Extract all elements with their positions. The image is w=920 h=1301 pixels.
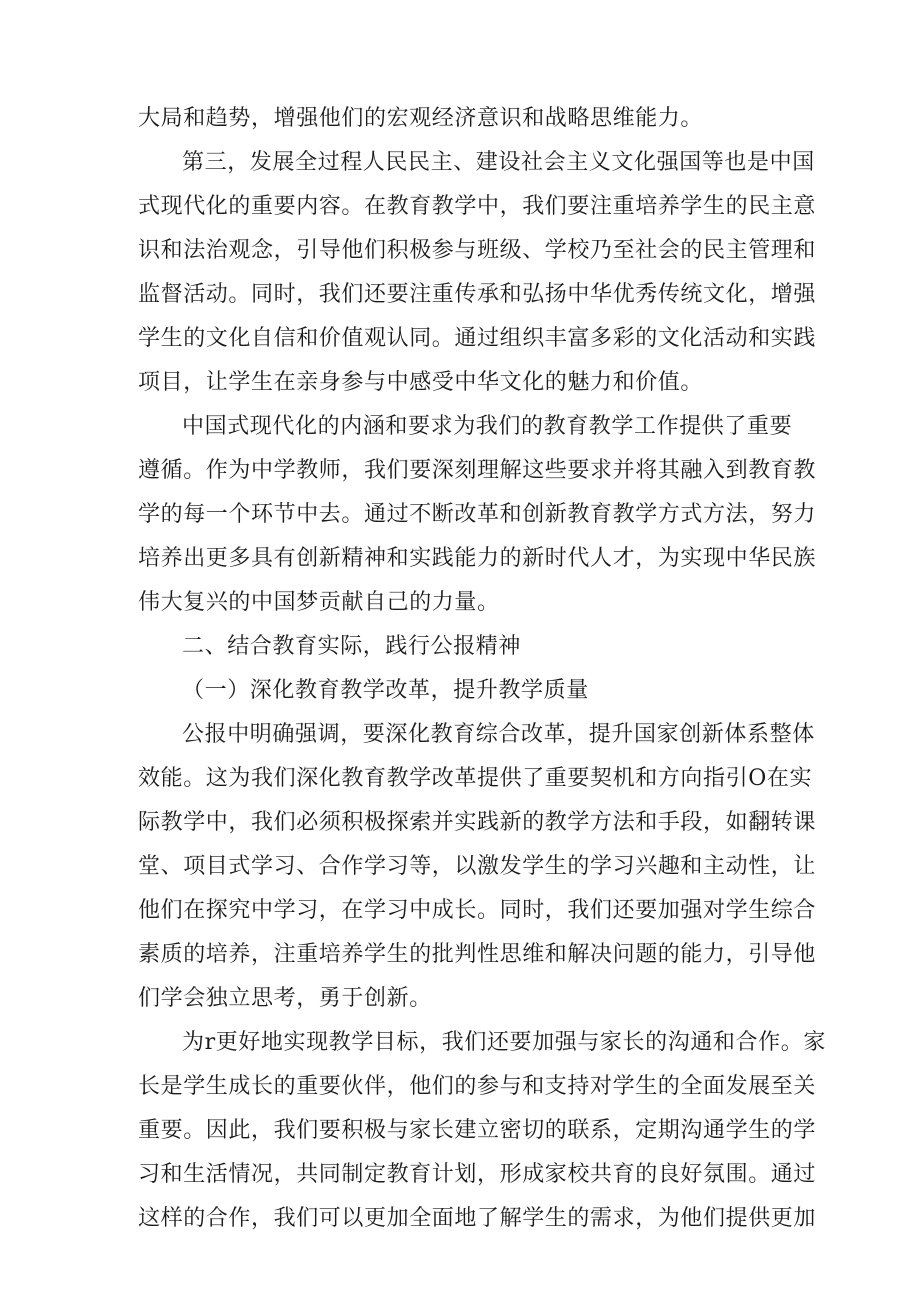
text-line: 公报中明确强调，要深化教育综合改革，提升国家创新体系整体 — [182, 722, 815, 747]
text-line: 际教学中，我们必须积极探索并实践新的教学方法和手段，如翻转课 — [138, 810, 817, 835]
paragraph-modernization-summary — [138, 405, 817, 625]
paragraph-reform — [138, 713, 817, 1021]
text-line: 第三，发展全过程人民民主、建设社会主义文化强国等也是中国 — [182, 150, 815, 175]
paragraph-parent-cooperation — [138, 1021, 826, 1241]
text-line: 伟大复兴的中国梦贡献自己的力量。 — [138, 590, 500, 615]
text-line: 为r更好地实现教学目标，我们还要加强与家长的沟通和合作。家 — [182, 1030, 826, 1055]
paragraph-third-point — [138, 141, 817, 405]
paragraph-continuation — [138, 97, 788, 141]
text-line: 项目，让学生在亲身参与中感受中华文化的魅力和价值。 — [138, 370, 704, 395]
text-line: 遵循。作为中学教师，我们要深刻理解这些要求并将其融入到教育教 — [138, 458, 817, 483]
subsection-heading — [138, 669, 788, 713]
text-line: 这样的合作，我们可以更加全面地了解学生的需求，为他们提供更加 — [138, 1206, 817, 1231]
text-line: 学的每一个环节中去。通过不断改革和创新教育教学方式方法，努力 — [138, 502, 817, 527]
section-heading — [138, 625, 788, 669]
text-line: 培养出更多具有创新精神和实践能力的新时代人才，为实现中华民族 — [138, 546, 817, 571]
text-line: 式现代化的重要内容。在教育教学中，我们要注重培养学生的民主意 — [138, 194, 817, 219]
text-line: 识和法治观念，引导他们积极参与班级、学校乃至社会的民主管理和 — [138, 238, 817, 263]
text-line: 习和生活情况，共同制定教育计划，形成家校共育的良好氛围。通过 — [138, 1162, 817, 1187]
text-line: 他们在探究中学习，在学习中成长。同时，我们还要加强对学生综合 — [138, 898, 817, 923]
text-line: 中国式现代化的内涵和要求为我们的教育教学工作提供了重要 — [182, 414, 793, 439]
text-line: 堂、项目式学习、合作学习等，以激发学生的学习兴趣和主动性，让 — [138, 854, 817, 879]
text-line: 效能。这为我们深化教育教学改革提供了重要契机和方向指引O在实 — [138, 766, 813, 791]
heading-text: （一）深化教育教学改革，提升教学质量 — [182, 678, 589, 703]
text-line: 长是学生成长的重要伙伴，他们的参与和支持对学生的全面发展至关 — [138, 1074, 817, 1099]
text-line: 们学会独立思考，勇于创新。 — [138, 986, 432, 1011]
heading-text: 二、结合教育实际，践行公报精神 — [182, 634, 522, 659]
text-line: 重要。因此，我们要积极与家长建立密切的联系，定期沟通学生的学 — [138, 1118, 817, 1143]
document-body — [138, 97, 826, 1241]
text-line: 监督活动。同时，我们还要注重传承和弘扬中华优秀传统文化，增强 — [138, 282, 817, 307]
text-line: 学生的文化自信和价值观认同。通过组织丰富多彩的文化活动和实践 — [138, 326, 817, 351]
text-line: 大局和趋势，增强他们的宏观经济意识和战略思维能力。 — [138, 106, 704, 131]
text-line: 素质的培养，注重培养学生的批判性思维和解决问题的能力，引导他 — [138, 942, 817, 967]
